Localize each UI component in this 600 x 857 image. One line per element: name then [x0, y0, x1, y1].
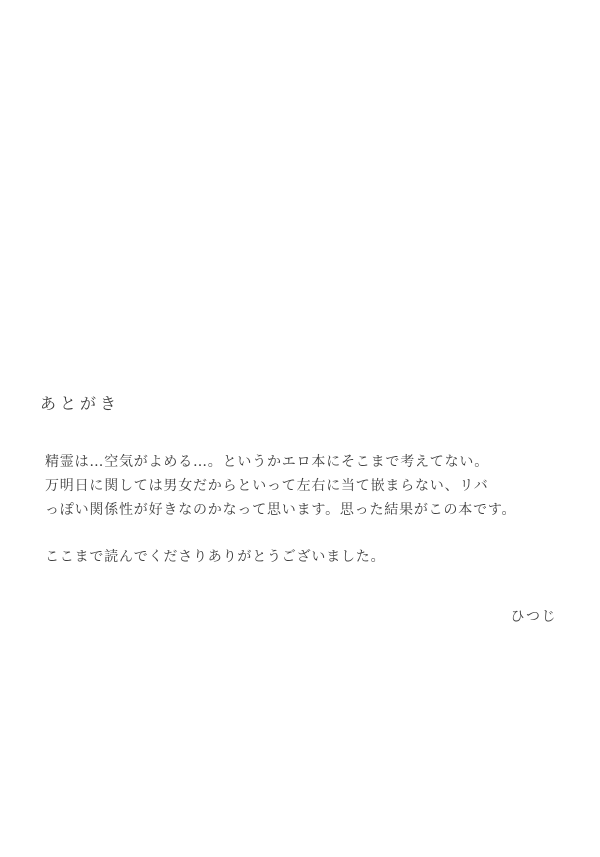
thanks-line: ここまで読んでくださりありがとうございました。	[45, 549, 386, 565]
author-signature: ひつじ	[510, 609, 557, 625]
afterword-paragraph	[45, 450, 565, 522]
paragraph-line: 精霊は…空気がよめる…。というかエロ本にそこまで考えてない。	[45, 454, 489, 470]
afterword-heading: あとがき	[40, 394, 121, 413]
paragraph-line: っぽい関係性が好きなのかなって思います。思った結果がこの本です。	[45, 502, 517, 518]
paragraph-line: 万明日に関しては男女だからといって左右に当て嵌まらない、リバ	[45, 478, 489, 494]
